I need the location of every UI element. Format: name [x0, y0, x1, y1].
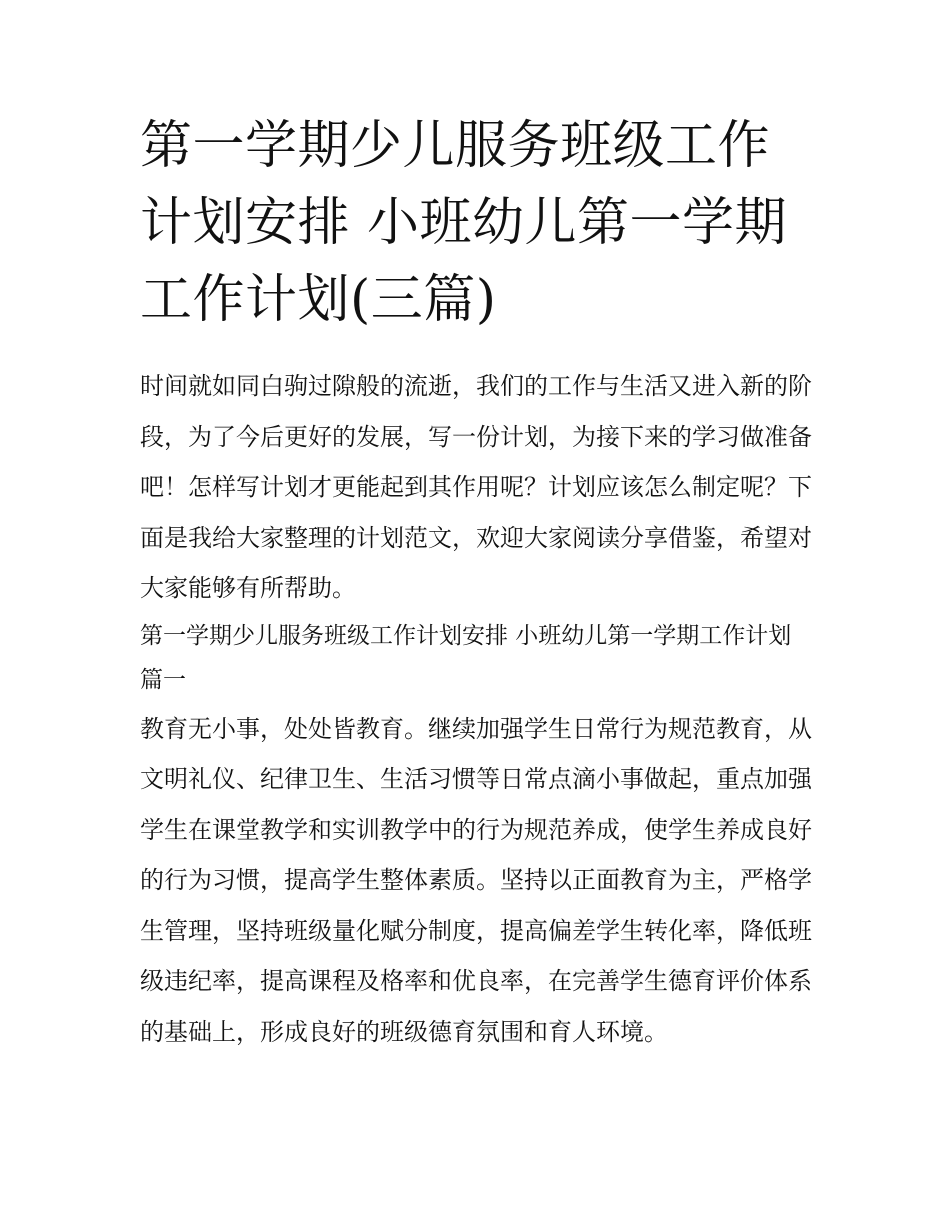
section-heading: 第一学期少儿服务班级工作计划安排 小班幼儿第一学期工作计划篇一 [140, 622, 792, 693]
document-page [140, 108, 812, 1057]
intro-paragraph: 时间就如同白驹过隙般的流逝，我们的工作与生活又进入新的阶段，为了今后更好的发展，写一份计划，为接下来的学习做准备吧！怎样写计划才更能起到其作用呢？计划应该怎么制定呢？下面是我给大家整理的计划范文，欢迎大家阅读分享借鉴，希望对大家能够有所帮助。 [140, 372, 812, 602]
document-title: 第一学期少儿服务班级工作计划安排 小班幼儿第一学期工作计划(三篇) [140, 116, 788, 330]
body-paragraph: 教育无小事，处处皆教育。继续加强学生日常行为规范教育，从文明礼仪、纪律卫生、生活习惯等日常点滴小事做起，重点加强学生在课堂教学和实训教学中的行为规范养成，使学生养成良好的行为习惯，提高学生整体素质。坚持以正面教育为主，严格学生管理，坚持班级量化赋分制度，提高偏差学生转化率，降低班级违纪率，提高课程及格率和优良率，在完善学生德育评价体系的基础上，形成良好的班级德育氛围和育人环境。 [140, 714, 812, 1046]
